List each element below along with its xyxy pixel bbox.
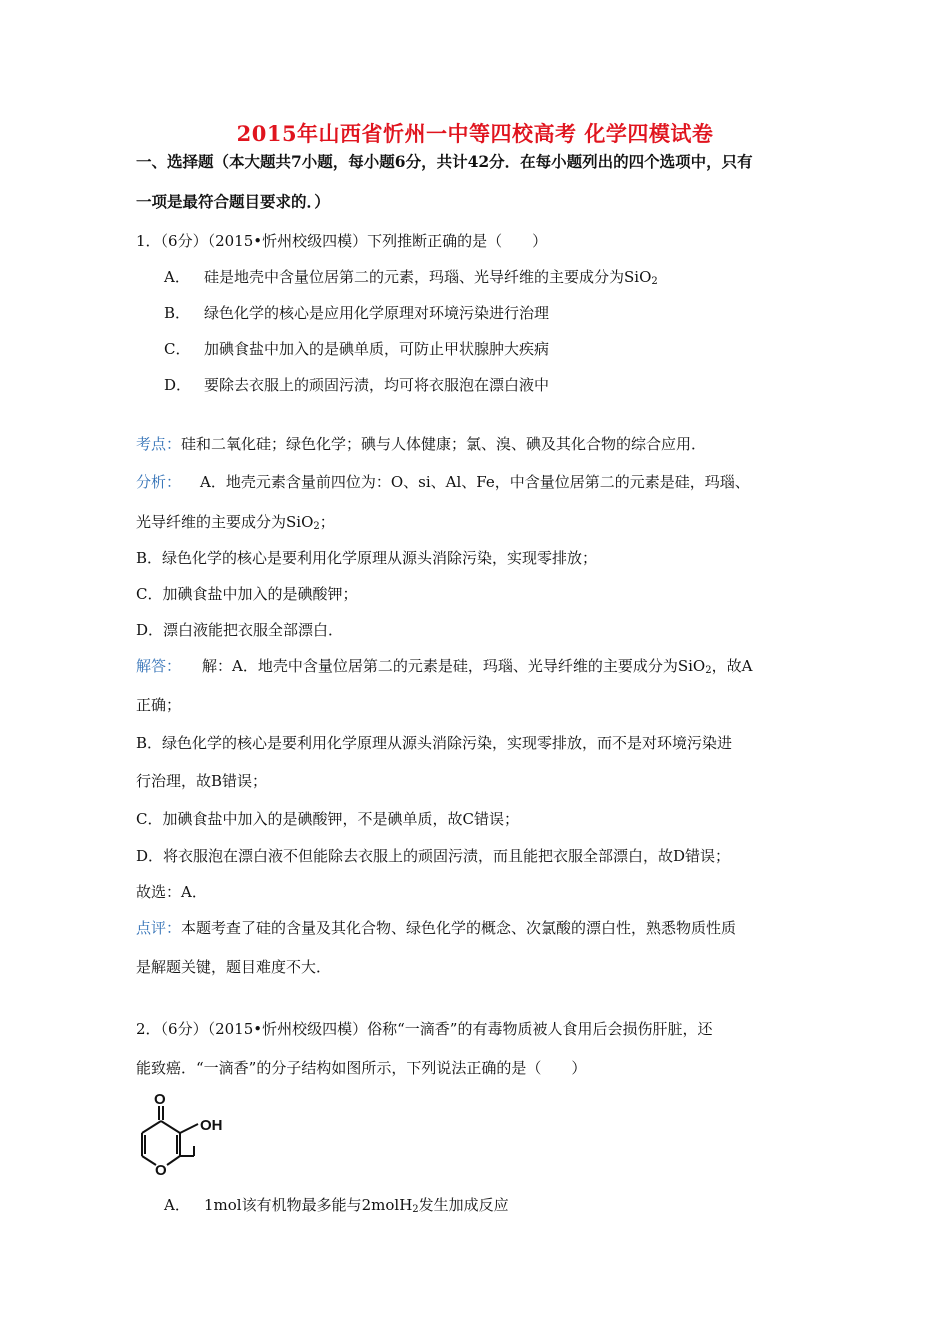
q1-stem: 1．（6分）（2015•忻州校级四模）下列推断正确的是（ ） bbox=[136, 232, 548, 250]
jieda-text: ，故A bbox=[711, 657, 753, 675]
option-text: 硅是地壳中含量位居第二的元素，玛瑙、光导纤维的主要成分为SiO bbox=[204, 268, 652, 286]
q1-fenxi-line-3: B．绿色化学的核心是要利用化学原理从源头消除污染，实现零排放； bbox=[136, 549, 598, 567]
option-text: 绿色化学的核心是应用化学原理对环境污染进行治理 bbox=[204, 304, 550, 322]
q1-dianping-line-2: 是解题关键，题目难度不大． bbox=[136, 958, 332, 976]
kaodian-label: 考点： bbox=[136, 435, 182, 453]
q1-dianping-line-1 bbox=[136, 918, 736, 938]
fenxi-text: ； bbox=[319, 513, 335, 531]
q1-jieda-line-6: D．将衣服泡在漂白液不但能除去衣服上的顽固污渍，而且能把衣服全部漂白，故D错误； bbox=[136, 847, 731, 865]
option-letter: A． bbox=[164, 268, 190, 286]
jieda-text: 解：A．地壳中含量位居第二的元素是硅，玛瑙、光导纤维的主要成分为SiO bbox=[202, 657, 706, 675]
q1-fenxi-line-4: C．加碘食盐中加入的是碘酸钾； bbox=[136, 585, 358, 603]
hydroxyl-label: OH bbox=[200, 1117, 223, 1134]
subscript: 2 bbox=[313, 521, 320, 532]
option-text: 发生加成反应 bbox=[418, 1196, 509, 1214]
q1-jieda-line-7: 故选：A． bbox=[136, 883, 207, 901]
carbonyl-oxygen-label: O bbox=[154, 1091, 166, 1108]
fenxi-text: A．地壳元素含量前四位为：O、si、Al、Fe，中含量位居第二的元素是硅，玛瑙、 bbox=[200, 473, 750, 491]
q1-fenxi-line-2 bbox=[136, 512, 335, 532]
q1-jieda-line-3: B．绿色化学的核心是要利用化学原理从源头消除污染，实现零排放，而不是对环境污染进 bbox=[136, 734, 733, 752]
molecule-structure-diagram bbox=[136, 1090, 232, 1186]
q1-option-d bbox=[164, 375, 549, 395]
q1-option-a bbox=[164, 267, 658, 287]
subscript: 2 bbox=[651, 276, 658, 287]
dianping-label: 点评： bbox=[136, 919, 182, 937]
ring-oxygen-label: O bbox=[155, 1162, 167, 1179]
q1-jieda-line-5: C．加碘食盐中加入的是碘酸钾，不是碘单质，故C错误； bbox=[136, 810, 519, 828]
option-letter: D． bbox=[164, 376, 192, 394]
kaodian-text: 硅和二氧化硅；绿色化学；碘与人体健康；氯、溴、碘及其化合物的综合应用． bbox=[181, 435, 707, 453]
dianping-text: 本题考查了硅的含量及其化合物、绿色化学的概念、次氯酸的漂白性，熟悉物质性质 bbox=[181, 919, 737, 937]
q1-option-c bbox=[164, 339, 549, 359]
option-text: 要除去衣服上的顽固污渍，均可将衣服泡在漂白液中 bbox=[204, 376, 550, 394]
q1-fenxi-line-5: D．漂白液能把衣服全部漂白． bbox=[136, 621, 344, 639]
subscript: 2 bbox=[705, 665, 712, 676]
fenxi-label: 分析： bbox=[136, 473, 182, 491]
q2-stem-line-1: 2．（6分）（2015•忻州校级四模）俗称“一滴香”的有毒物质被人食用后会损伤肝脏，还 bbox=[136, 1020, 713, 1038]
jieda-label: 解答： bbox=[136, 657, 182, 675]
subscript: 2 bbox=[412, 1204, 419, 1215]
fenxi-text: 光导纤维的主要成分为SiO bbox=[136, 513, 314, 531]
q1-kaodian bbox=[136, 434, 706, 454]
q1-jieda-line-4: 行治理，故B错误； bbox=[136, 772, 268, 790]
section-heading-line-1: 一、选择题（本大题共7小题，每小题6分，共计42分．在每小题列出的四个选项中，只有 bbox=[136, 152, 753, 171]
option-text: 1mol该有机物最多能与2molH bbox=[204, 1196, 413, 1214]
option-text: 加碘食盐中加入的是碘单质，可防止甲状腺肿大疾病 bbox=[204, 340, 550, 358]
option-letter: C． bbox=[164, 340, 191, 358]
section-heading-line-2: 一项是最符合题目要求的．） bbox=[136, 192, 330, 211]
option-letter: B． bbox=[164, 304, 191, 322]
q1-jieda-line-1 bbox=[136, 656, 752, 676]
q2-stem-line-2: 能致癌．“一滴香”的分子结构如图所示，下列说法正确的是（ ） bbox=[136, 1059, 587, 1077]
page-title: 2015年山西省忻州一中等四校高考 化学四模试卷 bbox=[236, 121, 714, 146]
q1-fenxi-line-1 bbox=[136, 472, 750, 492]
q2-option-a bbox=[164, 1195, 509, 1215]
q1-option-b bbox=[164, 303, 549, 323]
q1-jieda-line-2: 正确； bbox=[136, 696, 182, 714]
option-letter: A． bbox=[164, 1196, 190, 1214]
